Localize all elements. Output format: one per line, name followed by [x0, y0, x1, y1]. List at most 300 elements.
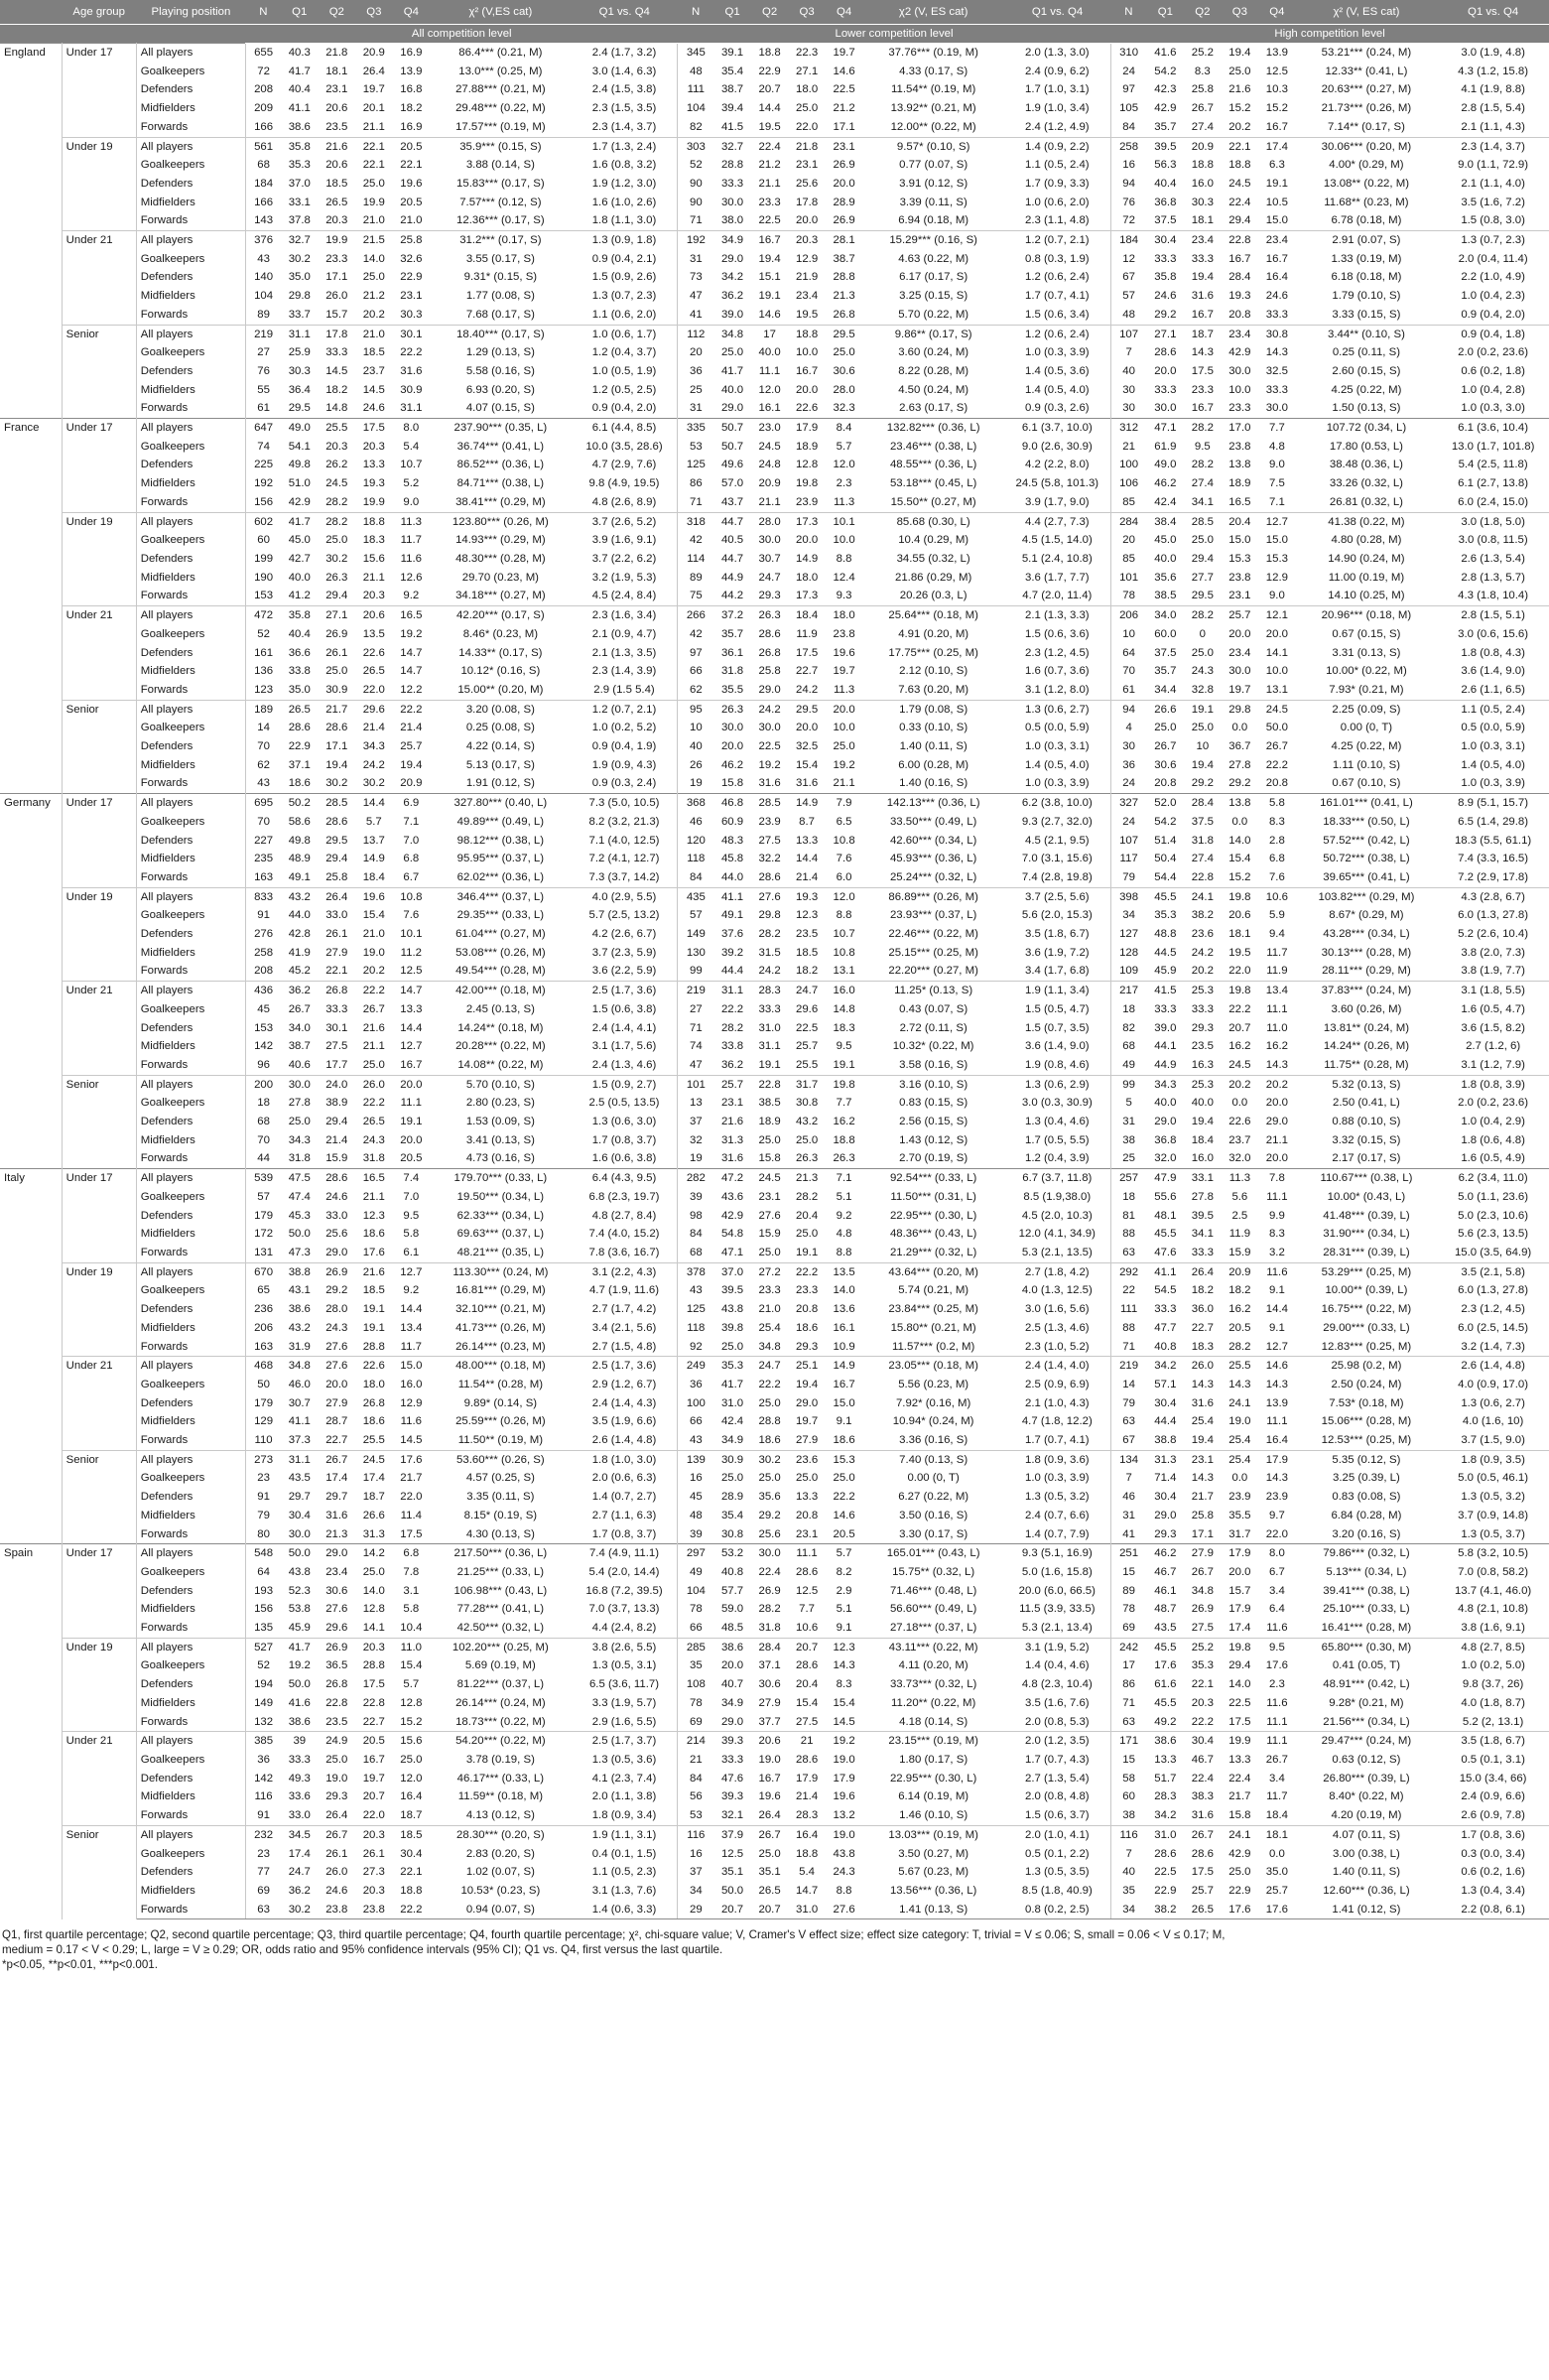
table-cell: 6.7: [403, 870, 420, 883]
table-cell: 2.0 (0.8, 4.8): [1024, 1790, 1090, 1803]
table-cell: 60.0: [1154, 627, 1177, 640]
table-cell: 468: [246, 1357, 281, 1376]
table-cell: 29: [678, 1901, 713, 1919]
table-cell: 15.29*** (0.16, S): [862, 231, 1004, 250]
table-cell: 31.1: [713, 982, 751, 1000]
table-cell: 10.9: [833, 1340, 855, 1353]
table-cell: 32.8: [1191, 683, 1214, 696]
table-cell: 16.0: [1191, 1152, 1214, 1165]
table-cell: 17.3: [788, 512, 826, 531]
table-cell: 1.5 (0.8, 3.0): [1461, 214, 1525, 227]
table-cell: 48: [678, 63, 713, 81]
table-cell: 31.1: [281, 1450, 319, 1469]
table-row: [0, 1544, 1549, 1563]
table-cell: 25.0: [833, 740, 855, 753]
table-cell: 54.20*** (0.22, M): [430, 1732, 572, 1751]
table-cell: 40.3: [281, 44, 319, 63]
table-cell: 31.8: [720, 665, 744, 678]
table-cell: 21.29*** (0.32, L): [889, 1247, 977, 1258]
table-cell: 26.2: [325, 459, 348, 471]
table-cell: 2.4 (1.3, 4.6): [591, 1058, 657, 1071]
table-cell: 20.26 (0.3, L): [899, 590, 968, 602]
table-cell: 26.7: [288, 1002, 311, 1015]
table-cell: 8.8: [836, 1884, 852, 1897]
table-cell: 1.0 (0.3, 3.9): [1024, 1472, 1090, 1485]
table-cell: 20.3: [355, 1638, 393, 1656]
table-row: [0, 175, 1549, 194]
table-cell: 30.9: [325, 683, 348, 696]
table-cell: 1.4 (0.9, 2.2): [1004, 137, 1110, 156]
position-cell: Defenders: [140, 177, 194, 190]
table-cell: 40.0: [1154, 1097, 1177, 1110]
table-cell: 17.7: [325, 1058, 348, 1071]
table-cell: 62.33*** (0.34, L): [456, 1209, 545, 1222]
table-cell: 31: [678, 399, 713, 418]
position-cell: Midfielders: [140, 477, 195, 490]
table-cell: 20.0: [796, 534, 819, 547]
position-cell: Defenders: [140, 1209, 194, 1222]
table-cell: 21.4: [325, 1133, 348, 1146]
table-row: [0, 625, 1549, 644]
table-cell: 30.6: [833, 364, 855, 377]
table-cell: 30.0: [1154, 402, 1177, 415]
table-cell: 33.1: [1184, 1169, 1222, 1188]
table-cell: 31.90*** (0.34, L): [1323, 1228, 1410, 1241]
table-cell: 20.9: [355, 44, 393, 63]
table-cell: 28.2: [319, 512, 356, 531]
table-cell: 50.0: [720, 1884, 744, 1897]
table-cell: 368: [678, 794, 713, 813]
table-cell: 5: [1110, 1094, 1146, 1113]
table-header: [0, 0, 1549, 44]
table-cell: 25.0: [758, 1472, 781, 1485]
table-row: [0, 737, 1549, 756]
table-cell: 1.41 (0.12, S): [1296, 1901, 1438, 1919]
table-cell: 385: [246, 1732, 281, 1751]
table-row: [0, 1787, 1549, 1806]
table-cell: 53.2: [713, 1544, 751, 1563]
table-cell: 310: [1110, 44, 1146, 63]
table-cell: 3.35 (0.11, S): [466, 1491, 535, 1504]
table-cell: 21.73*** (0.26, M): [1321, 102, 1412, 115]
table-cell: 21.8: [319, 44, 356, 63]
table-cell: 26.3: [796, 1152, 819, 1165]
table-cell: 7: [1110, 1469, 1146, 1488]
table-cell: 23.3: [1228, 402, 1251, 415]
table-cell: 2.9 (1.6, 5.5): [591, 1715, 657, 1728]
table-cell: 4.25 (0.22, M): [1331, 740, 1402, 753]
table-cell: 13: [678, 1094, 713, 1113]
table-cell: 22.8: [1191, 870, 1214, 883]
table-row: [0, 1638, 1549, 1656]
header-col: Q4: [826, 0, 863, 25]
table-cell: 19.0: [1228, 1415, 1251, 1428]
table-cell: 20.7: [751, 1901, 789, 1919]
table-cell: 1.3 (0.5, 3.6): [591, 1753, 657, 1766]
table-cell: 12.1: [1258, 606, 1296, 625]
table-cell: 30.0: [720, 722, 744, 734]
table-cell: 44.2: [720, 590, 744, 602]
table-body: [0, 44, 1549, 1919]
table-cell: 7.4 (3.3, 16.5): [1458, 853, 1529, 865]
table-cell: 18.7: [400, 1809, 423, 1822]
table-cell: 206: [246, 1319, 281, 1338]
table-cell: 2.83 (0.20, S): [465, 1847, 535, 1860]
table-cell: 327: [1110, 794, 1146, 813]
table-cell: 24.3: [325, 1321, 348, 1334]
table-cell: 9.0 (2.6, 30.9): [1021, 440, 1093, 453]
table-cell: 8.7: [799, 815, 815, 828]
table-cell: 57.0: [720, 477, 744, 490]
table-cell: 25.0: [1191, 722, 1214, 734]
table-cell: 84: [678, 868, 713, 887]
table-cell: 31.6: [1191, 1396, 1214, 1409]
table-cell: 3.2 (1.9, 5.3): [591, 571, 657, 584]
table-cell: 89: [246, 306, 281, 325]
table-cell: 28.11*** (0.29, M): [1322, 965, 1411, 978]
table-cell: 28.2: [325, 495, 348, 508]
table-cell: 29.7: [288, 1491, 311, 1504]
table-cell: 101: [678, 1075, 713, 1094]
position-cell: Forwards: [140, 870, 189, 883]
table-cell: 17.4: [325, 1472, 348, 1485]
position-cell: Goalkeepers: [140, 1753, 205, 1766]
table-cell: 64: [246, 1563, 281, 1582]
table-cell: 26.9: [758, 1584, 781, 1597]
table-cell: 71: [1110, 1338, 1146, 1357]
table-cell: 16.7: [1228, 252, 1251, 265]
table-cell: 32.0: [1154, 1152, 1177, 1165]
table-cell: 190: [246, 569, 281, 588]
table-cell: 41.9: [288, 946, 311, 959]
table-cell: 48.1: [1154, 1209, 1177, 1222]
table-cell: 20.6: [1228, 909, 1251, 922]
table-cell: 31: [1110, 1507, 1146, 1525]
table-cell: 42.8: [288, 928, 311, 941]
table-cell: 257: [1110, 1169, 1146, 1188]
table-cell: 163: [246, 868, 281, 887]
table-cell: 33.50*** (0.49, L): [889, 815, 977, 828]
table-cell: 42.7: [288, 552, 311, 565]
table-cell: 31.1: [281, 325, 319, 343]
table-cell: 20.6: [355, 606, 393, 625]
table-cell: 10.7: [833, 928, 855, 941]
table-cell: 32.7: [281, 231, 319, 250]
table-cell: 20.8: [1154, 777, 1177, 790]
table-cell: 33.3: [1154, 252, 1177, 265]
table-cell: 20.0: [796, 722, 819, 734]
table-cell: 23.1: [826, 137, 863, 156]
table-cell: 4.50 (0.24, M): [898, 383, 969, 396]
table-cell: 19.0: [362, 946, 385, 959]
table-cell: 16.7: [751, 231, 789, 250]
table-cell: 30: [1110, 381, 1146, 400]
table-cell: 14.3: [1191, 1472, 1214, 1485]
table-cell: 29.2: [1191, 777, 1214, 790]
table-cell: 78: [678, 1694, 713, 1713]
table-cell: 17.9: [796, 1772, 819, 1785]
table-cell: 12.9: [1265, 571, 1288, 584]
table-cell: 28.2: [758, 1603, 781, 1616]
table-cell: 8.67* (0.29, M): [1329, 909, 1404, 922]
table-cell: 19.3: [788, 887, 826, 906]
table-cell: 15.9: [758, 1228, 781, 1241]
table-cell: 28.6: [796, 1659, 819, 1672]
table-cell: 670: [246, 1262, 281, 1281]
table-cell: 25.0: [362, 1565, 385, 1578]
table-cell: 19.6: [833, 1790, 855, 1803]
table-cell: 2.0 (0.4, 11.4): [1458, 252, 1528, 265]
table-cell: 23.9: [796, 495, 819, 508]
table-cell: 21.1: [758, 177, 781, 190]
table-cell: 0.43 (0.07, S): [899, 1002, 968, 1015]
table-cell: 23.5: [325, 1715, 348, 1728]
table-cell: 13.3: [1154, 1753, 1177, 1766]
table-cell: 41.5: [720, 120, 744, 133]
table-cell: 22.2: [758, 1378, 781, 1390]
header-col: χ² (V, ES cat): [1296, 0, 1438, 25]
table-cell: 24.1: [1184, 887, 1222, 906]
table-cell: 18: [1110, 1000, 1146, 1019]
table-cell: 31.6: [1191, 1809, 1214, 1822]
table-cell: 1.0 (0.4, 2.3): [1461, 290, 1525, 303]
table-cell: 27: [678, 1000, 713, 1019]
table-cell: 36.8: [1154, 1133, 1177, 1146]
table-cell: 647: [246, 419, 281, 438]
table-cell: 10.6: [796, 1622, 819, 1635]
table-cell: 30.3: [1191, 196, 1214, 208]
table-cell: 16.8 (7.2, 39.5): [585, 1584, 663, 1597]
table-row: [0, 1281, 1549, 1300]
table-cell: 0.25 (0.08, S): [465, 722, 535, 734]
table-cell: 23.7: [1228, 1133, 1251, 1146]
table-cell: 10.00* (0.43, L): [1327, 1190, 1406, 1203]
table-cell: 36.0: [1191, 1303, 1214, 1316]
table-cell: 88: [1110, 1225, 1146, 1244]
table-cell: 38.7: [720, 83, 744, 96]
position-cell: Forwards: [140, 495, 189, 508]
header-col: Q2: [1184, 0, 1222, 25]
table-cell: 9.3 (2.7, 32.0): [1021, 815, 1093, 828]
table-row: [0, 1600, 1549, 1619]
table-cell: 10.8: [833, 834, 855, 847]
table-cell: 35.6: [758, 1491, 781, 1504]
table-cell: 297: [678, 1544, 713, 1563]
table-cell: 38.8: [1154, 1434, 1177, 1447]
table-cell: 24.5: [751, 1169, 789, 1188]
table-cell: 17.4: [1258, 137, 1296, 156]
table-cell: 49.6: [720, 459, 744, 471]
table-cell: 49.54*** (0.28, M): [455, 965, 546, 978]
table-row: [0, 512, 1549, 531]
table-cell: 89: [1110, 1582, 1146, 1601]
table-cell: 44.4: [720, 965, 744, 978]
table-cell: 17.1: [833, 120, 855, 133]
table-cell: 20.63*** (0.27, M): [1321, 83, 1412, 96]
position-cell: Goalkeepers: [140, 440, 205, 453]
table-cell: 1.8 (0.6, 4.8): [1461, 1133, 1525, 1146]
table-cell: 6.84 (0.28, M): [1331, 1509, 1402, 1521]
table-cell: 29.00*** (0.33, L): [1323, 1321, 1410, 1334]
table-cell: 30.1: [325, 1021, 348, 1034]
table-cell: 3.5 (1.6, 7.2): [1461, 196, 1525, 208]
table-cell: 7.7: [1258, 419, 1296, 438]
table-cell: 2.3 (1.0, 5.2): [1024, 1340, 1090, 1353]
table-cell: 50.7: [713, 419, 751, 438]
table-cell: 22.2: [400, 346, 423, 359]
table-cell: 10.0: [1228, 383, 1251, 396]
table-cell: 26.8: [319, 982, 356, 1000]
table-cell: 13.0 (1.7, 101.8): [1451, 440, 1535, 453]
position-cell: Forwards: [140, 1527, 189, 1540]
table-cell: 15.0: [1265, 534, 1288, 547]
table-cell: 35.7: [720, 627, 744, 640]
table-cell: 136: [246, 662, 281, 681]
table-cell: 45.2: [288, 965, 311, 978]
table-cell: 19.4: [1191, 1116, 1214, 1128]
position-cell: All players: [136, 137, 245, 156]
age-group-cell: Under 21: [62, 606, 136, 701]
position-cell: All players: [136, 1075, 245, 1094]
table-cell: 27.9: [796, 1434, 819, 1447]
table-cell: 19.2: [826, 1732, 863, 1751]
table-row: [0, 1882, 1549, 1901]
table-cell: 50.2: [281, 794, 319, 813]
position-cell: Forwards: [140, 402, 189, 415]
table-cell: 0.5 (0.1, 3.1): [1461, 1753, 1525, 1766]
table-cell: 63: [246, 1901, 281, 1919]
table-cell: 21: [788, 1732, 826, 1751]
table-cell: 12.9: [400, 1396, 423, 1409]
table-cell: 3.4 (2.1, 5.6): [591, 1321, 657, 1334]
table-cell: 5.32 (0.13, S): [1296, 1075, 1438, 1094]
table-cell: 22.2: [393, 700, 431, 719]
table-cell: 34.1: [1191, 495, 1214, 508]
table-cell: 35.0: [288, 683, 311, 696]
table-cell: 23.3: [758, 196, 781, 208]
table-cell: 20.7: [788, 1638, 826, 1656]
table-cell: 9.8 (4.9, 19.5): [588, 477, 660, 490]
table-cell: 14.0: [833, 1284, 855, 1297]
table-cell: 19.9: [319, 231, 356, 250]
table-cell: 30.0: [281, 1075, 319, 1094]
table-cell: 13.0*** (0.25, M): [458, 65, 543, 77]
position-cell: Goalkeepers: [140, 722, 205, 734]
table-cell: 1.5 (0.9, 2.7): [572, 1075, 678, 1094]
table-cell: 25.6: [325, 1228, 348, 1241]
table-cell: 11.50** (0.19, M): [457, 1434, 543, 1447]
position-cell: Defenders: [140, 459, 194, 471]
table-cell: 53.21*** (0.24, M): [1296, 44, 1438, 63]
header-col: N: [246, 0, 281, 25]
table-cell: 20.3: [325, 214, 348, 227]
table-row: [0, 231, 1549, 250]
table-cell: 0.94 (0.07, S): [430, 1901, 572, 1919]
table-cell: 16.0: [1191, 177, 1214, 190]
table-cell: 71.46*** (0.48, L): [889, 1584, 977, 1597]
table-cell: 4.3 (2.8, 6.7): [1437, 887, 1549, 906]
table-cell: 1.2 (0.7, 2.1): [1004, 231, 1110, 250]
table-cell: 27.6: [319, 1357, 356, 1376]
table-cell: 1.0 (0.3, 3.1): [1461, 740, 1525, 753]
country-cell: England: [0, 44, 62, 419]
table-row: [0, 587, 1549, 605]
table-cell: 30.0: [1265, 402, 1288, 415]
table-cell: 85: [1110, 493, 1146, 512]
table-cell: 0.33 (0.10, S): [899, 722, 968, 734]
table-cell: 23.4: [1228, 646, 1251, 659]
table-cell: 273: [246, 1450, 281, 1469]
table-cell: 37.83*** (0.24, M): [1296, 982, 1438, 1000]
table-cell: 44.9: [720, 571, 744, 584]
table-cell: 47.1: [1147, 419, 1185, 438]
table-cell: 11.3: [1222, 1169, 1259, 1188]
table-cell: 7.4 (4.0, 15.2): [588, 1228, 660, 1241]
table-cell: 0.9 (0.4, 2.0): [1461, 308, 1525, 321]
table-cell: 31.9: [288, 1340, 311, 1353]
table-cell: 8.4: [826, 419, 863, 438]
table-cell: 3.8 (1.9, 7.7): [1461, 965, 1525, 978]
table-cell: 1.2 (0.6, 2.4): [1004, 325, 1110, 343]
table-cell: 17.80 (0.53, L): [1329, 440, 1403, 453]
table-cell: 41.48*** (0.39, L): [1323, 1209, 1410, 1222]
table-cell: 40.0: [288, 571, 311, 584]
table-cell: 13.08** (0.22, M): [1323, 177, 1409, 190]
table-cell: 24.1: [1228, 1396, 1251, 1409]
table-cell: 2.8 (1.5, 5.1): [1437, 606, 1549, 625]
table-cell: 14.7: [400, 646, 423, 659]
table-cell: 47.2: [713, 1169, 751, 1188]
table-cell: 31.6: [400, 364, 423, 377]
age-group-cell: Under 17: [62, 794, 136, 888]
table-cell: 1.1 (0.6, 2.0): [591, 308, 657, 321]
header-blank: [62, 25, 136, 44]
table-cell: 25.6: [796, 177, 819, 190]
table-cell: 43.8: [720, 1303, 744, 1316]
table-cell: 24.3: [1191, 665, 1214, 678]
table-cell: 1.6 (0.6, 3.8): [591, 1152, 657, 1165]
table-row: [0, 925, 1549, 944]
table-cell: 21.9: [796, 271, 819, 284]
table-cell: 14.8: [833, 1002, 855, 1015]
table-cell: 104: [246, 287, 281, 306]
table-cell: 2.45 (0.13, S): [465, 1002, 535, 1015]
table-cell: 15.8: [720, 777, 744, 790]
position-cell: Forwards: [140, 683, 189, 696]
table-cell: 55: [246, 381, 281, 400]
table-cell: 6.4 (4.3, 9.5): [572, 1169, 678, 1188]
table-cell: 40.0: [758, 346, 781, 359]
table-cell: 34.8: [758, 1340, 781, 1353]
table-cell: 1.1 (0.5, 2.4): [1437, 700, 1549, 719]
table-cell: 41.7: [288, 65, 311, 77]
table-cell: 11.1: [1258, 1732, 1296, 1751]
table-cell: 292: [1110, 1262, 1146, 1281]
table-row: [0, 250, 1549, 269]
table-cell: 15.8: [1228, 1809, 1251, 1822]
header-playing-position: Playing position: [136, 0, 245, 25]
table-cell: 10.1: [826, 512, 863, 531]
table-cell: 378: [678, 1262, 713, 1281]
table-cell: 3.50 (0.16, S): [899, 1509, 968, 1521]
table-cell: 335: [678, 419, 713, 438]
table-cell: 11.1: [1266, 1002, 1288, 1015]
table-cell: 20.4: [1222, 512, 1259, 531]
table-cell: 25.0: [758, 1247, 781, 1258]
table-cell: 30.4: [1184, 1732, 1222, 1751]
table-cell: 60: [1110, 1787, 1146, 1806]
table-cell: 18.4: [1191, 1133, 1214, 1146]
